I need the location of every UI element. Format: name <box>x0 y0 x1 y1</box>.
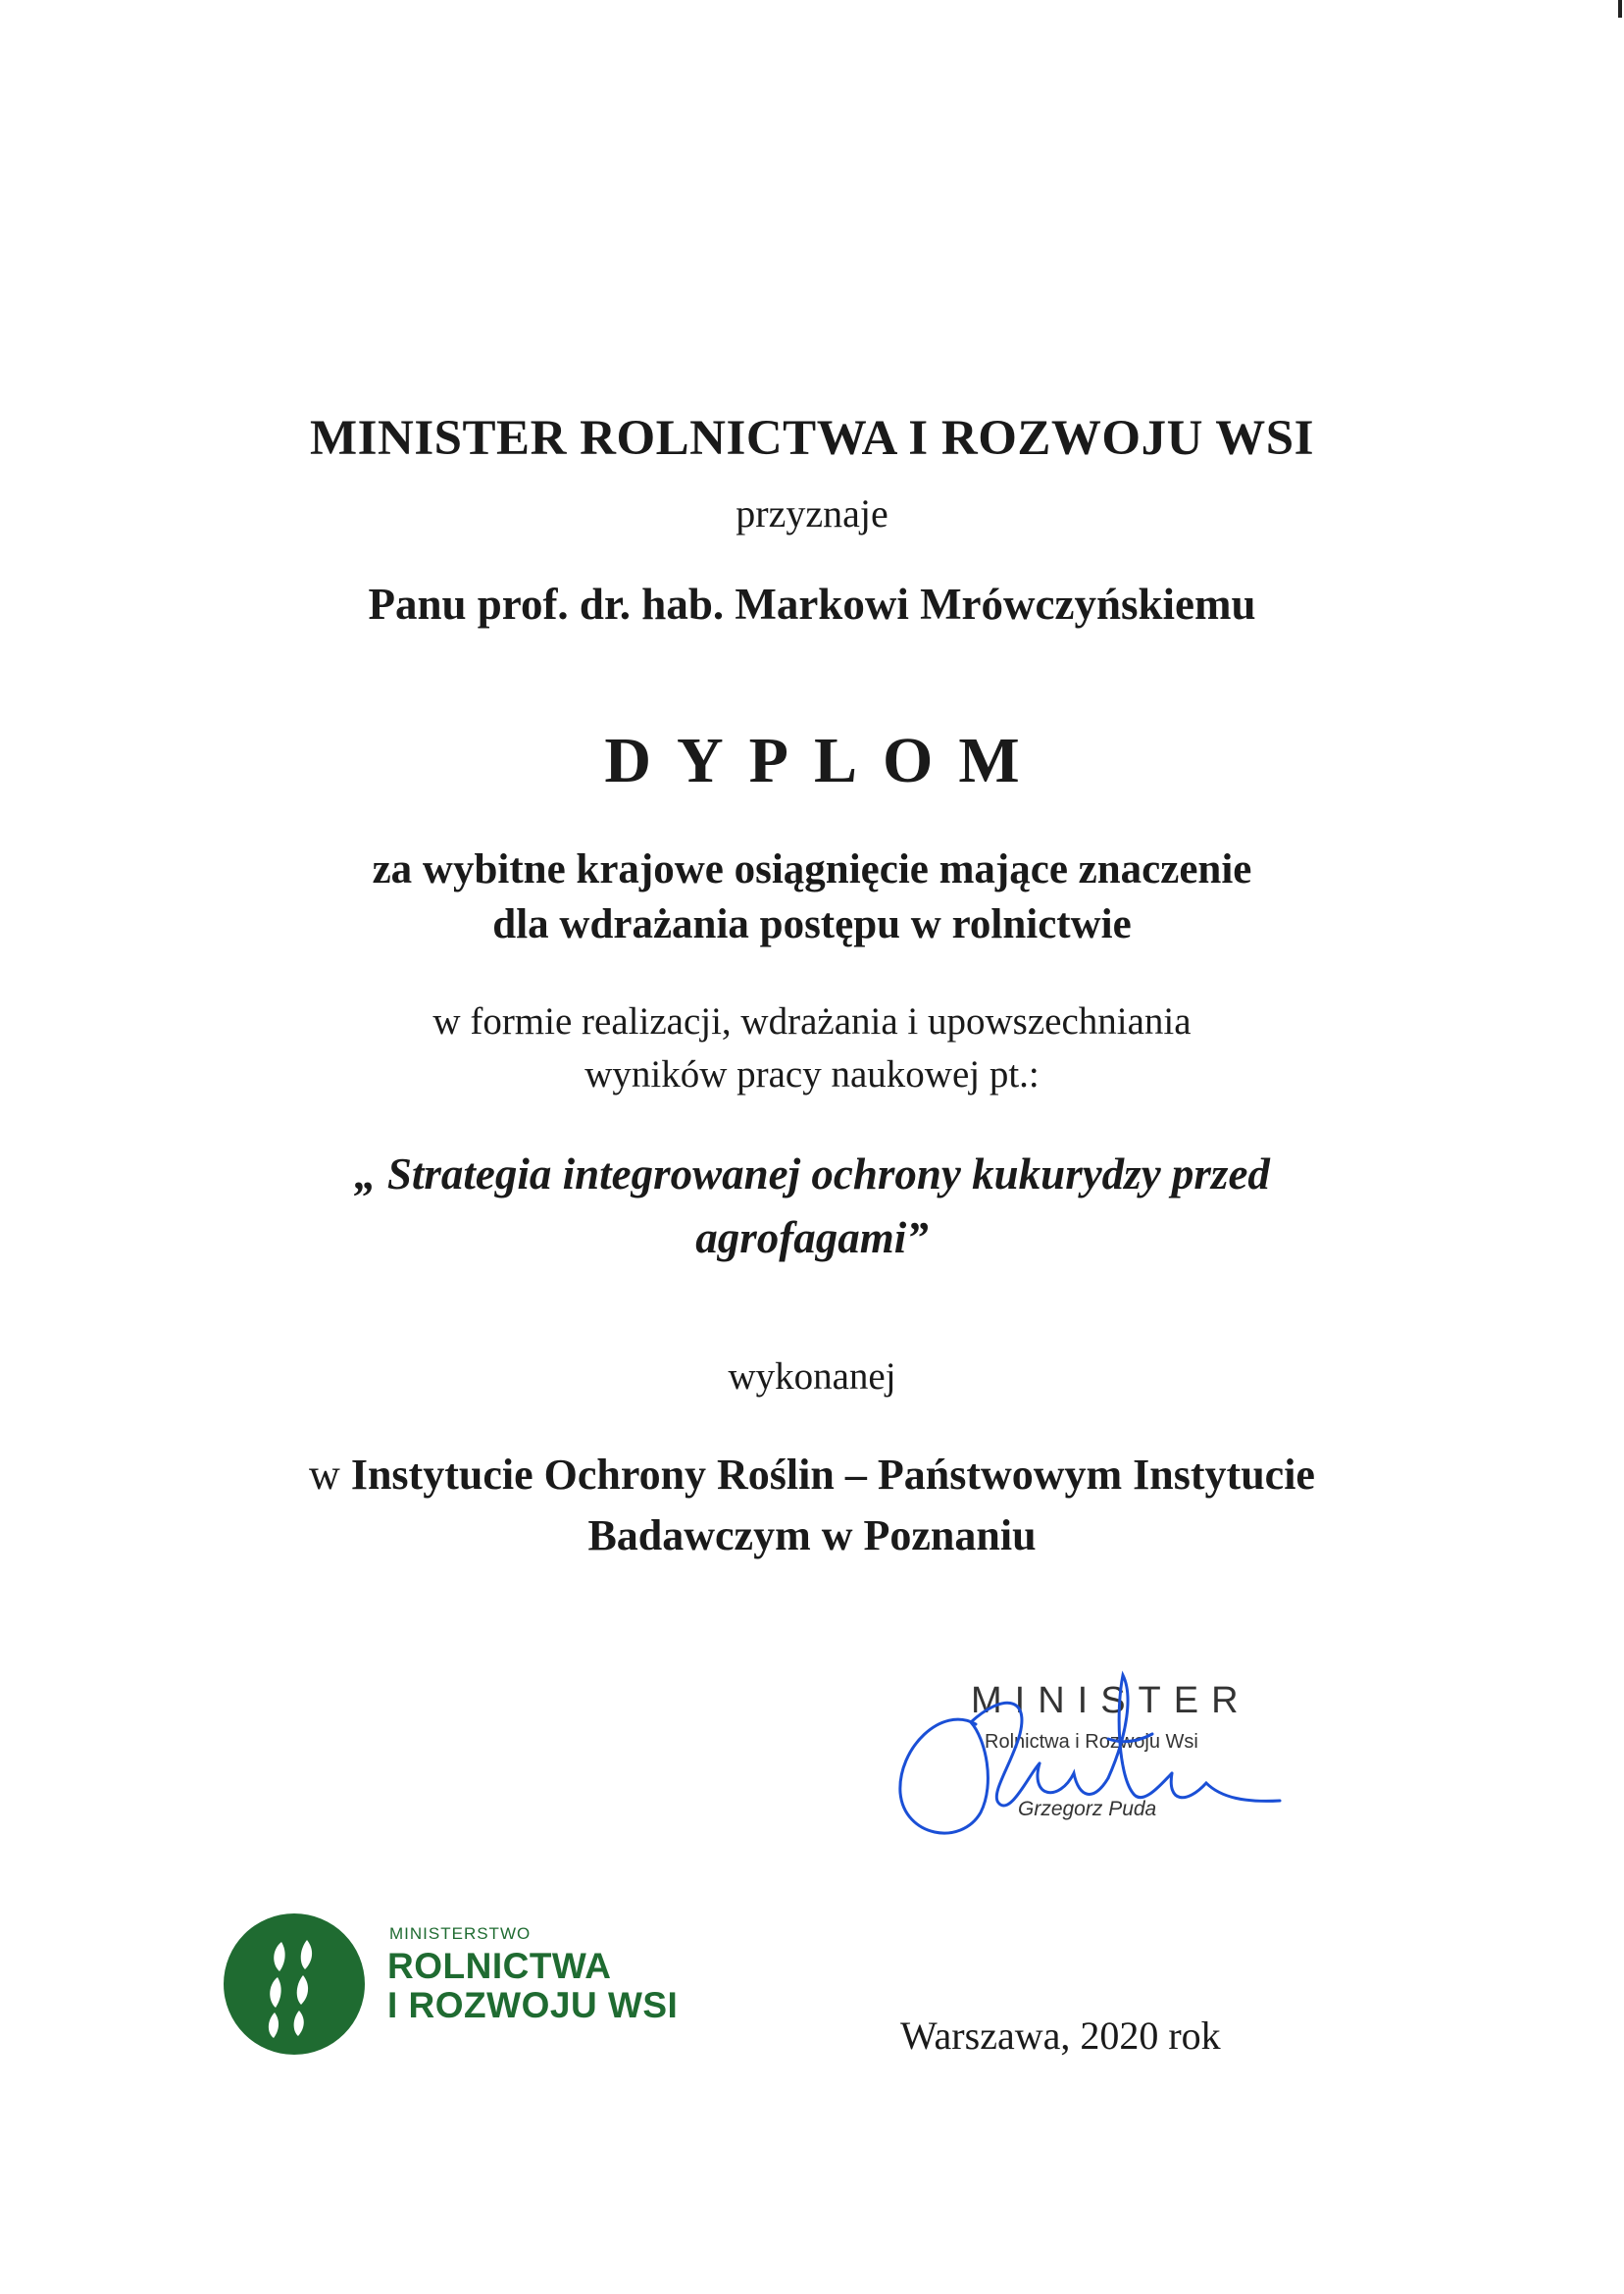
recipient-name: Panu prof. dr. hab. Markowi Mrówczyńskiemu <box>368 580 1256 629</box>
logo-circle <box>224 1913 365 2055</box>
work-title-line-2: agrofagami” <box>695 1213 929 1262</box>
place-date: Warszawa, 2020 rok <box>900 2014 1221 2058</box>
performed-label: wykonanej <box>728 1355 896 1398</box>
signature-icon <box>883 1636 1304 1861</box>
reason-line-1: za wybitne krajowe osiągnięcie mające znaczenie <box>372 846 1252 892</box>
signature-strokes <box>900 1675 1280 1833</box>
institution-prefix: w <box>309 1451 351 1499</box>
ministry-label-small: MINISTERSTWO <box>389 1924 532 1943</box>
reason-line-2: dla wdrażania postępu w rolnictwie <box>492 901 1132 947</box>
form-line-2: wyników pracy naukowej pt.: <box>584 1053 1040 1096</box>
stamp-name: Grzegorz Puda <box>1018 1798 1157 1820</box>
awards-verb: przyznaje <box>736 491 888 535</box>
wheat-icon <box>221 1911 368 2058</box>
work-title-line-1: „ Strategia integrowanej ochrony kukurydzy przed <box>354 1149 1270 1198</box>
institution-line-1 <box>0 1450 1624 1500</box>
edge-mark <box>1618 0 1622 18</box>
institution-line-2: Badawczym w Poznaniu <box>587 1511 1037 1559</box>
form-line-1: w formie realizacji, wdrażania i upowszechniania <box>432 1000 1192 1043</box>
stamp-subtitle: Rolnictwa i Rozwoju Wsi <box>985 1731 1198 1753</box>
diploma-title: DYPLOM <box>604 725 1045 796</box>
ministry-label-line-2: I ROZWOJU WSI <box>387 1985 679 2025</box>
ministry-label-line-1: ROLNICTWA <box>387 1946 612 1986</box>
stamp-title: MINISTER <box>971 1680 1251 1721</box>
institution-name: Instytucie Ochrony Roślin – Państwowym Instytucie <box>350 1451 1315 1499</box>
issuer-heading: MINISTER ROLNICTWA I ROZWOJU WSI <box>310 411 1314 466</box>
